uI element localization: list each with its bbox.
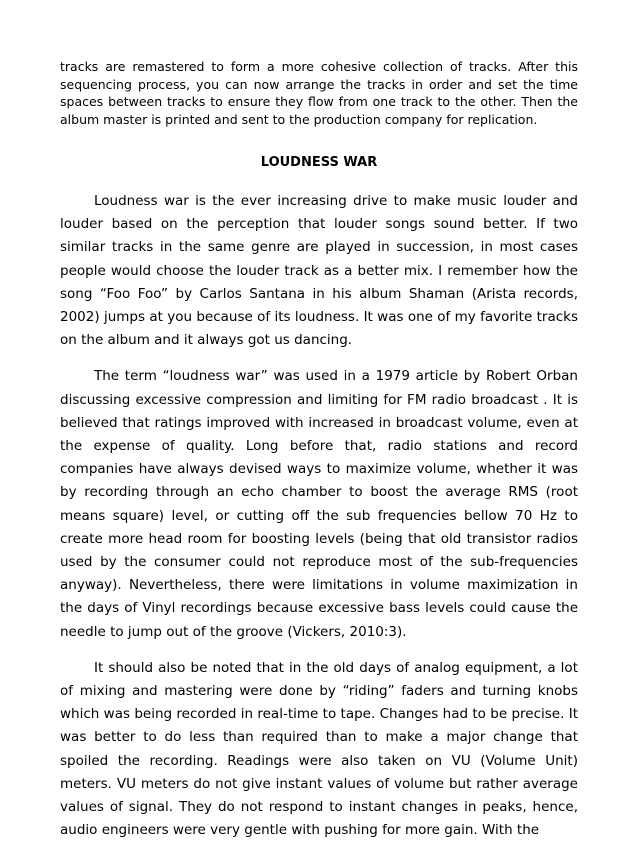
body-paragraph: It should also be noted that in the old days of analog equipment, a lot of mixing and mastering were done by “riding” faders and turning knobs which was being recorded in real-time to tape. Changes had to be precise. It was better to do less than required than to make a major change that spoiled the recording. Readings were also taken on VU (Volume Unit) meters. VU meters do not give instant values of volume but rather average values of signal. They do not respond to instant changes in peaks, hence, audio engineers were very gentle with pushing for more gain. With the — [60, 659, 578, 839]
intro-paragraph: tracks are remastered to form a more cohesive collection of tracks. After this sequencing process, you can now arrange the tracks in order and set the time spaces between tracks to ensure they flow from one track to the other. Then the album master is printed and sent to the production company for replication. — [60, 59, 578, 127]
section-heading: LOUDNESS WAR — [260, 155, 378, 170]
document-page — [60, 58, 578, 842]
body-paragraph: The term “loudness war” was used in a 1979 article by Robert Orban discussing excessive compression and limiting for FM radio broadcast . It is believed that ratings improved with increased in broadcast volume, even at the expense of quality. Long before that, radio stations and record companies have always devised ways to maximize volume, whether it was by recording through an echo chamber to boost the average RMS (root means square) level, or cutting off the sub frequencies bellow 70 Hz to create more head room for boosting levels (being that old transistor radios used by the consumer could not reproduce most of the sub-frequencies anyway). Nevertheless, there were limitations in volume maximization in the days of Vinyl recordings because excessive bass levels could cause the needle to jump out of the groove (Vickers, 2010:3). — [60, 368, 578, 640]
body-paragraph: Loudness war is the ever increasing drive to make music louder and louder based on the perception that louder songs sound better. If two similar tracks in the same genre are played in succession, in most cases people would choose the louder track as a better mix. I remember how the song “Foo Foo” by Carlos Santana in his album Shaman (Arista records, 2002) jumps at you because of its loudness. It was one of my favorite tracks on the album and it always got us dancing. — [60, 193, 578, 349]
